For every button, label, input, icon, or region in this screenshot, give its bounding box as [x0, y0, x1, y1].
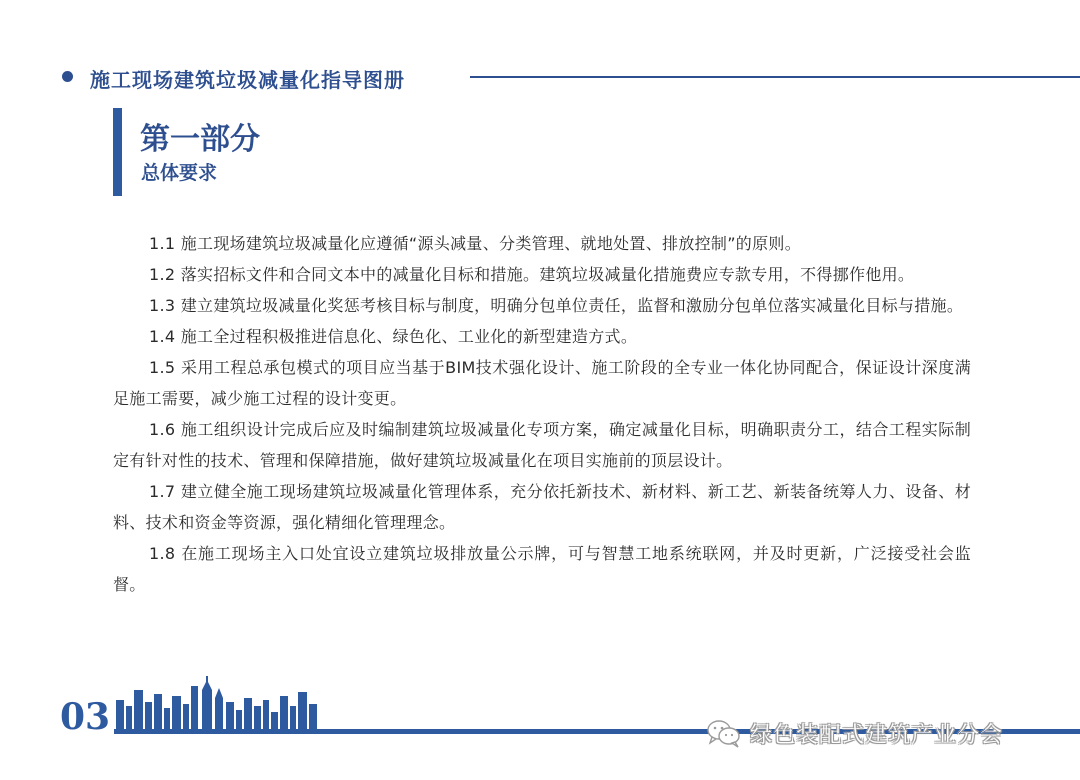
paragraph-1-4: 1.4 施工全过程积极推进信息化、绿色化、工业化的新型建造方式。 — [149, 327, 638, 346]
paragraph-1-6: 1.6 施工组织设计完成后应及时编制建筑垃圾减量化专项方案，确定减量化目标，明确职责分工，结合工程实际制定有针对性的技术、管理和保障措施，做好建筑垃圾减量化在项目实施前的顶层设计。 — [113, 420, 971, 470]
page-number: 03 — [60, 696, 111, 738]
wechat-icon — [706, 718, 742, 748]
paragraph-1-7: 1.7 建立健全施工现场建筑垃圾减量化管理体系，充分依托新技术、新材料、新工艺、新装备统筹人力、设备、材料、技术和资金等资源，强化精细化管理理念。 — [113, 482, 971, 532]
section-subtitle: 总体要求 — [141, 162, 218, 184]
paragraph-1-8: 1.8 在施工现场主入口处宜设立建筑垃圾排放量公示牌，可与智慧工地系统联网，并及时更新，广泛接受社会监督。 — [113, 544, 971, 594]
watermark-text: 绿色装配式建筑产业分会 — [750, 722, 1004, 748]
paragraph-1-5: 1.5 采用工程总承包模式的项目应当基于BIM技术强化设计、施工阶段的全专业一体化协同配合，保证设计深度满足施工需要，减少施工过程的设计变更。 — [113, 358, 971, 408]
body-text — [113, 228, 971, 600]
document-title: 施工现场建筑垃圾减量化指导图册 — [90, 68, 405, 92]
wechat-watermark — [706, 713, 1003, 753]
paragraph-1-1: 1.1 施工现场建筑垃圾减量化应遵循“源头减量、分类管理、就地处置、排放控制”的原则。 — [149, 234, 802, 253]
paragraph-1-3: 1.3 建立建筑垃圾减量化奖惩考核目标与制度，明确分包单位责任，监督和激励分包单位落实减量化目标与措施。 — [149, 296, 964, 315]
section-title: 第一部分 — [140, 122, 260, 157]
header-bullet — [62, 71, 73, 82]
header-divider — [470, 76, 1080, 78]
section-accent-bar — [113, 108, 122, 196]
paragraph-1-2: 1.2 落实招标文件和合同文本中的减量化目标和措施。建筑垃圾减量化措施费应专款专用，不得挪作他用。 — [149, 265, 915, 284]
city-skyline-graphic — [114, 676, 324, 734]
